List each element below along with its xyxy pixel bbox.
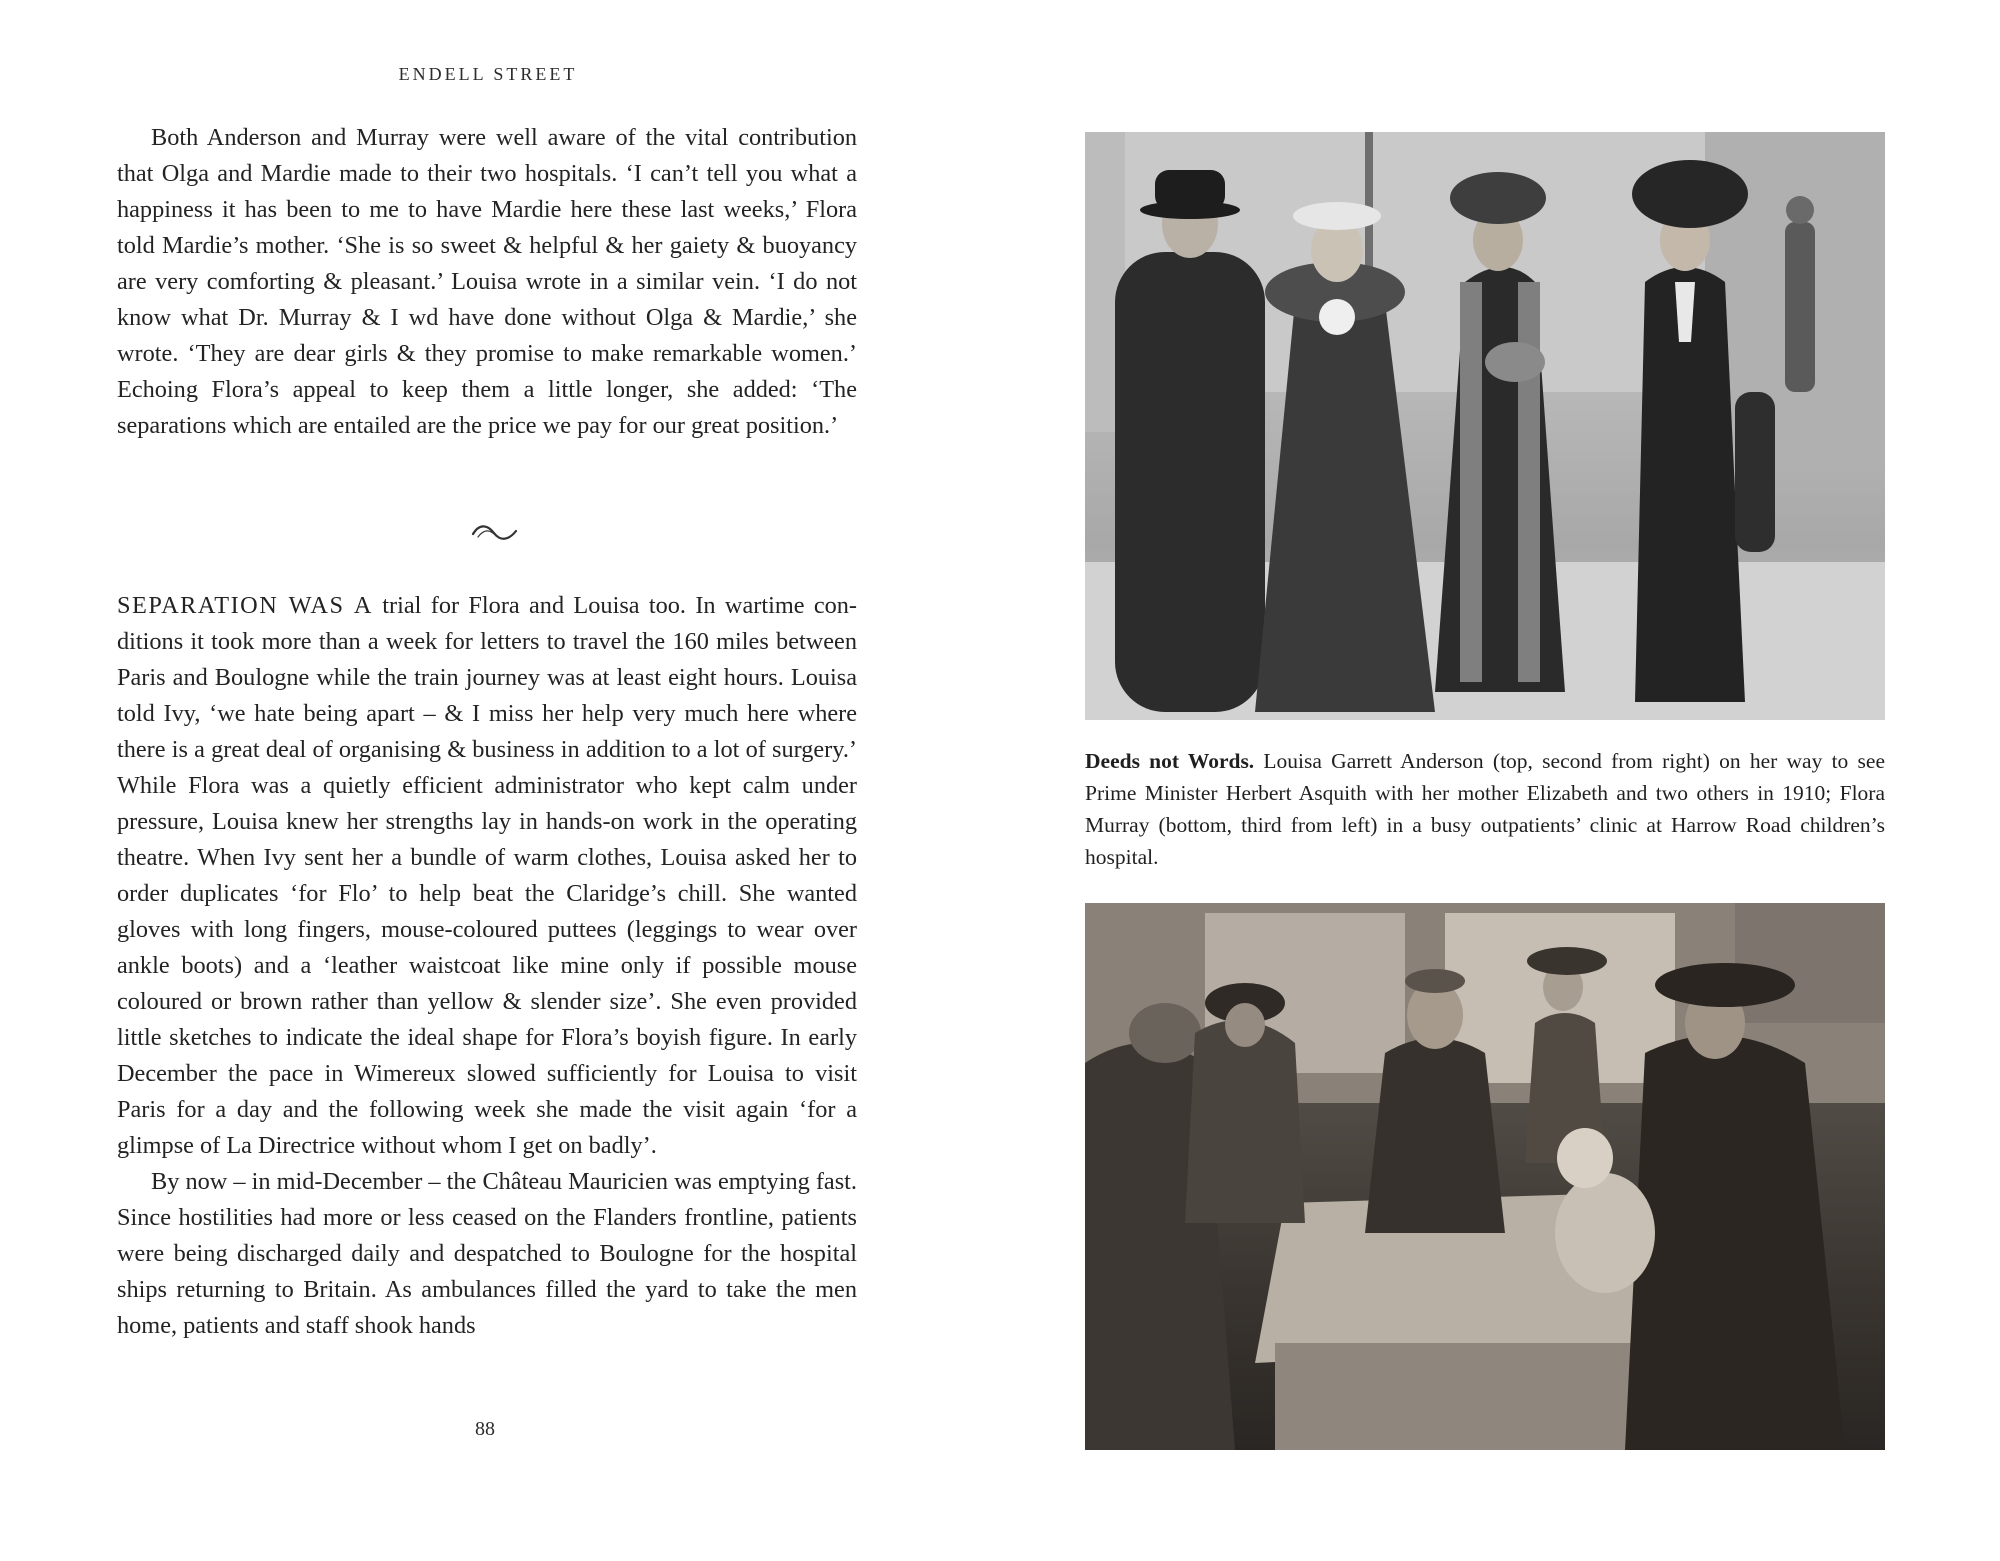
paragraph-3: By now – in mid-December – the Château Mauricien was emptying fast. Since hostilities had more or less ceased on the Flanders frontline, patients were being discharged daily and despatched to Boulogne for the hospital ships returning to Britain. As ambulances filled the yard to take the men home, patients and staff shook hands bbox=[117, 1168, 857, 1339]
paragraph-2 bbox=[117, 588, 857, 1164]
running-head: ENDELL STREET bbox=[398, 64, 578, 84]
paragraph-1: Both Anderson and Murray were well aware of the vital contribution that Olga and Mardie made to their two hospitals. ‘I can’t tell you what a happiness it has been to me to have Mardie here these last weeks,’ Flora told Mardie’s mother. ‘She is so sweet & helpful & her gaiety & buoyancy are very comforting & pleasant.’ Louisa wrote in a similar vein. ‘I do not know what Dr. Murray & I wd have done without Olga & Mardie,’ she wrote. ‘They are dear girls & they promise to make remarkable women.’ Echoing Flora’s appeal to keep them a little longer, she added: ‘The separations which are entailed are the price we pay for our great position.’ bbox=[117, 124, 857, 439]
photo-caption bbox=[1085, 745, 1885, 873]
caption-text: Louisa Garrett Anderson (top, second from right) on her way to see Prime Minister Herbert Asquith with her mother Elizabeth and two others in 1910; Flora Murray (bottom, third from left) in a busy outpatients’ clinic at Harrow Road children’s hospital. bbox=[1085, 749, 1885, 869]
photo-outpatients-clinic bbox=[1085, 903, 1885, 1450]
page-number: 88 bbox=[475, 1418, 495, 1440]
photo-street-procession bbox=[1085, 132, 1885, 720]
small-caps-lead: SEPARATION WAS A bbox=[117, 592, 373, 619]
photo-outpatients-clinic-illustration bbox=[1085, 903, 1885, 1450]
caption-title: Deeds not Words. bbox=[1085, 749, 1255, 773]
photo-street-procession-illustration bbox=[1085, 132, 1885, 720]
right-page bbox=[1000, 0, 2000, 1561]
section-break-ornament-icon bbox=[470, 520, 520, 546]
paragraph-2-text: trial for Flora and Louisa too. In wartime conditions it took more than a week for letters to travel the 160 miles between Paris and Boulogne while the train journey was at least eight hours. Louisa told Ivy, ‘we hate being apart – & I miss her help very much here where there is a great deal of organising & business in addition to a lot of surgery.’ While Flora was a quietly efficient administrator who kept calm under pressure, Louisa knew her strengths lay in hands-on work in the operating theatre. When Ivy sent her a bundle of warm clothes, Louisa asked her to order duplicates ‘for Flo’ to help beat the Claridge’s chill. She wanted gloves with long fingers, mouse-coloured puttees (leggings to wear over ankle boots) and a ‘leather waistcoat like mine only if possible mouse coloured or brown rather than yellow & slender size’. She even provided little sketches to indicate the ideal shape for Flora’s boyish figure. In early December the pace in Wimereux slowed sufficiently for Louisa to visit Paris for a day and the following week she made the visit again ‘for a glimpse of La Directrice without whom I get on badly’. bbox=[117, 592, 857, 1159]
text-block-bottom bbox=[117, 588, 857, 1344]
text-block-top bbox=[117, 120, 857, 444]
